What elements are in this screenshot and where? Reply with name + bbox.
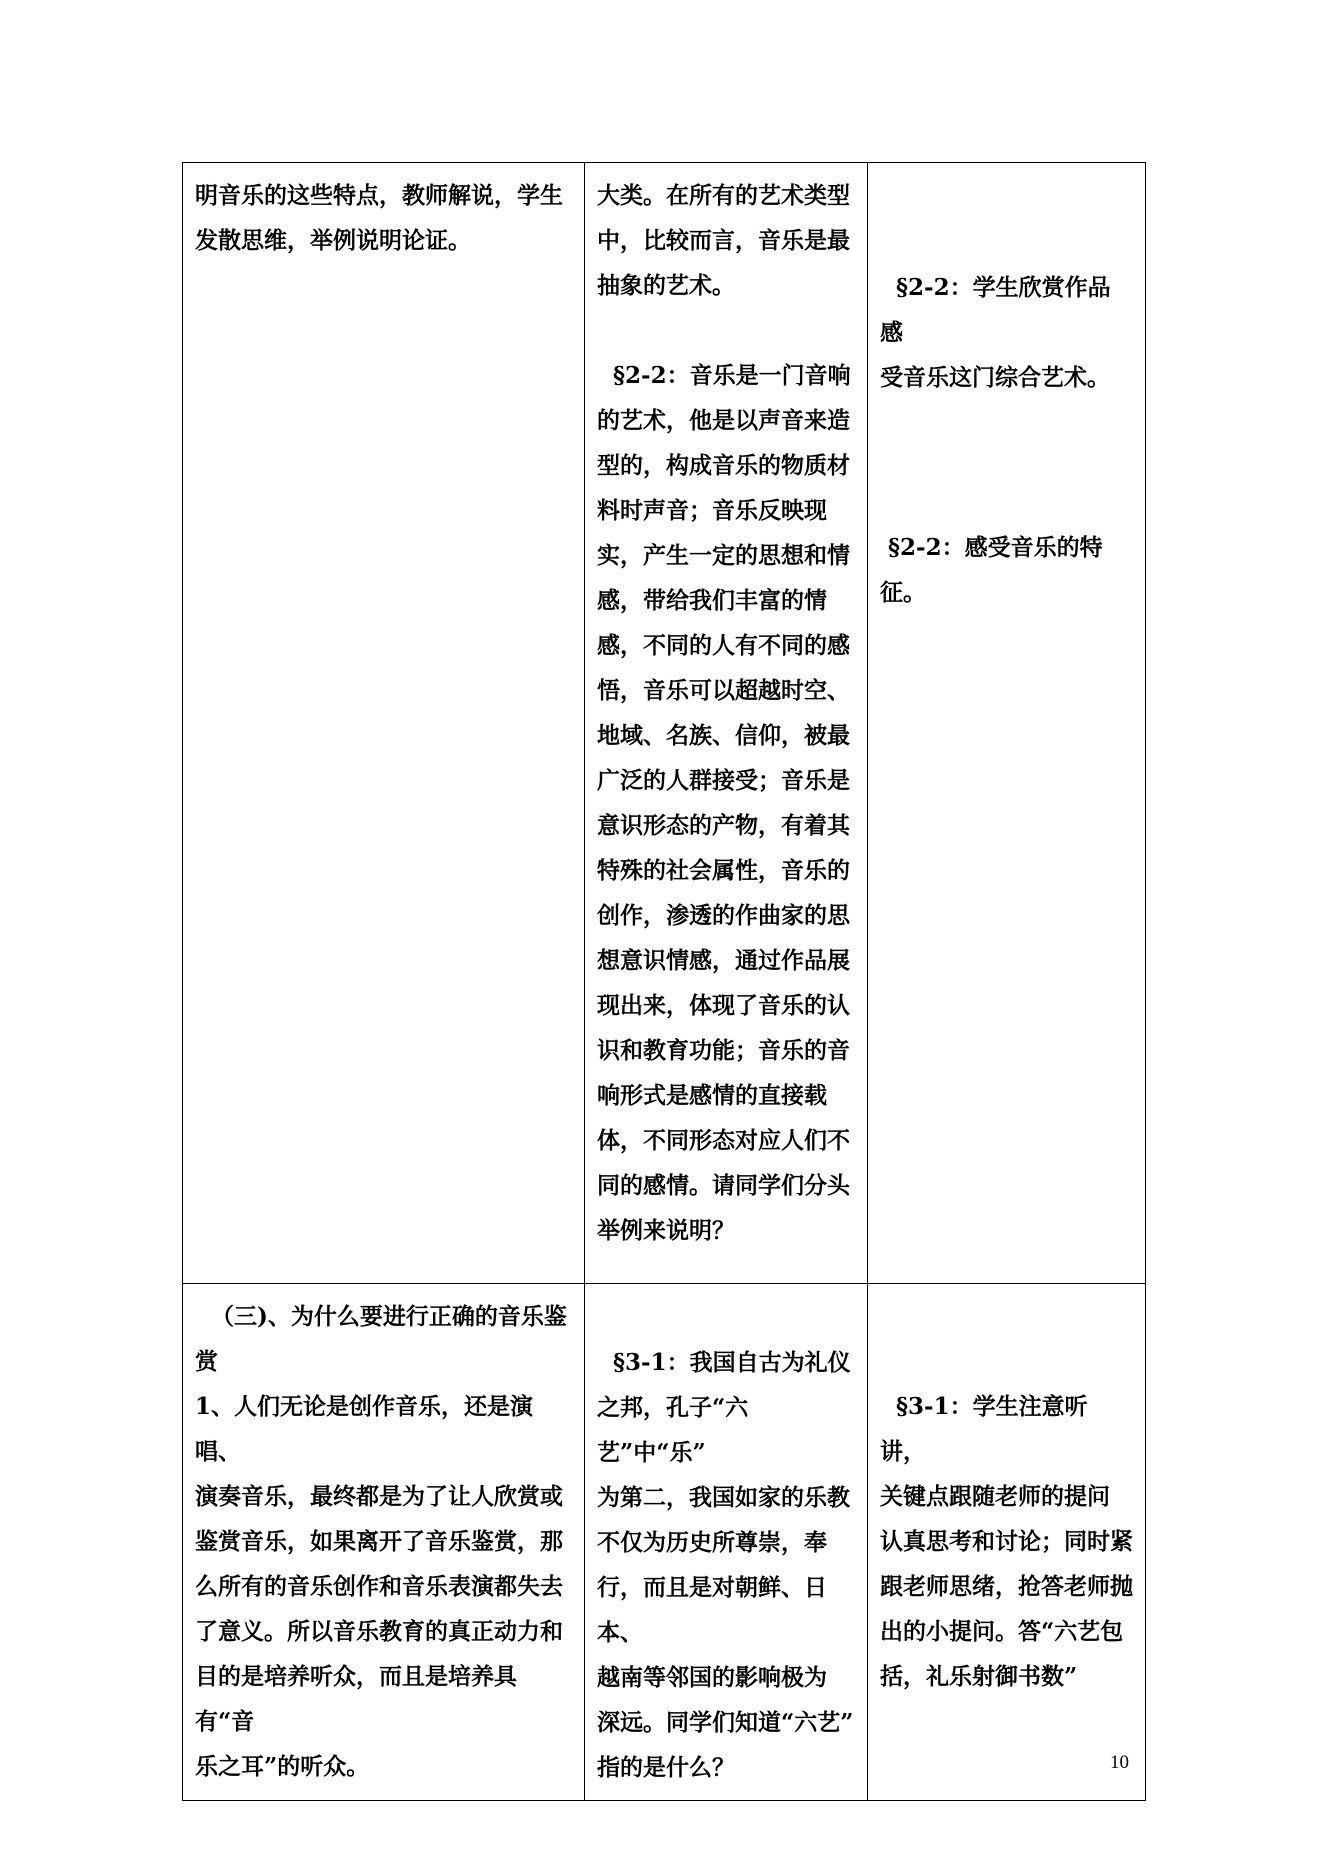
lesson-plan-table [182, 162, 1146, 1801]
cell-text: §3-1：我国自古为礼仪 之邦，孔子“六艺”中“乐” 为第二，我国如家的乐教 不仅为历史所尊崇，奉 行，而且是对朝鲜、日本、 越南等邻国的影响极为 深远。同学们知道“六艺” 指的是什么？ [597, 1349, 854, 1781]
cell-text: （三)、为什么要进行正确的音乐鉴赏 1、人们无论是创作音乐，还是演唱、 演奏音乐，最终都是为了让人欣赏或 鉴赏音乐，如果离开了音乐鉴赏，那 么所有的音乐创作和音乐表演都失去 了意义。所以音乐教育的真正动力和 目的是培养听众，而且是培养具有“音 乐之耳”的听众。 [195, 1303, 567, 1780]
student-activity-cell [868, 1284, 1146, 1801]
teacher-activity-cell [585, 1284, 868, 1801]
table-row [183, 1284, 1146, 1801]
cell-text: 大类。在所有的艺术类型 中，比较而言，音乐是最 抽象的艺术。 [597, 182, 850, 299]
cell-text: 明音乐的这些特点，教师解说，学生 发散思维，举例说明论证。 [195, 182, 563, 254]
cell-text: §3-1：学生注意听讲， 关键点跟随老师的提问 认真思考和讨论；同时紧 跟老师思绪，抢答老师抛 出的小提问。答“六艺包 括，礼乐射御书数” [880, 1393, 1133, 1690]
teaching-process-cell [183, 163, 585, 1284]
page-number: 10 [1110, 1752, 1129, 1773]
student-activity-cell [868, 163, 1146, 1284]
teaching-process-cell [183, 1284, 585, 1801]
teacher-activity-cell [585, 163, 868, 1284]
cell-text: §2-2：音乐是一门音响 的艺术，他是以声音来造 型的，构成音乐的物质材 料时声音；音乐反映现 实，产生一定的思想和情 感，带给我们丰富的情 感，不同的人有不同的感 悟，音乐可以超越时空、 地域、名族、信仰，被最 广泛的人群接受；音乐是 意识形态的产物，有着其 特殊的社会属性，音乐的 创作，渗透的作曲家的思 想意识情感，通过作品展 现出来，体现了音乐的认 识和教育功能；音乐的音 响形式是感情的直接载 体，不同形态对应人们不 同的感情。请同学们分头 举例来说明？ [597, 362, 851, 1244]
cell-text: §2-2：感受音乐的特征。 [880, 534, 1103, 606]
table-row [183, 163, 1146, 1284]
cell-text: §2-2：学生欣赏作品感 受音乐这门综合艺术。 [880, 274, 1111, 391]
